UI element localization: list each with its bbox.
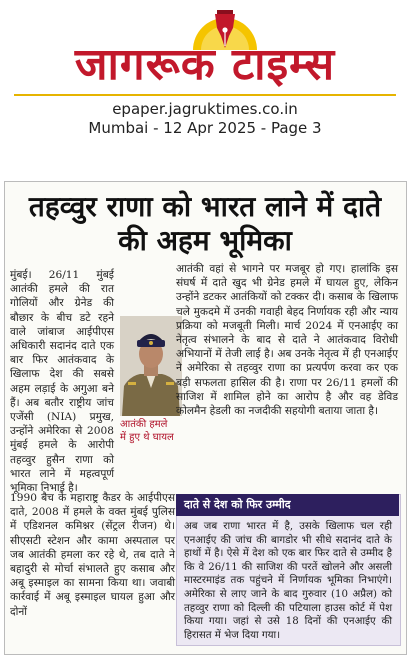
highlight-box-title: दाते से देश को फिर उम्मीद bbox=[176, 494, 399, 516]
officer-photo bbox=[120, 316, 182, 416]
brand-name: जागरूक टाइम्स bbox=[74, 39, 336, 90]
photo-caption: आतंकी हमले में हुए थे घायल bbox=[120, 419, 174, 443]
article-text-right-top: आतंकी वहां से भागने पर मजबूर हो गए। हालांकि इस संघर्ष में दाते खुद भी ग्रेनेड हमले में घायल हुए, लेकिन उन्होंने डटकर आतंकियों को टक्कर दी। कसाब के खिलाफ चले मुकदमे में उनकी गवाही बेहद निर्णायक रही और न्याय प्रक्रिया को मजबूती मिली। मार्च 2024 में एनआईए का नेतृत्व संभालने के बाद से दाते ने आतंकवाद विरोधी अभियानों में तेजी लाई है। अब उनके नेतृत्व में ही एनआईए ने अमेरिका से तहव्वुर राणा का प्रत्यर्पण करवा कर एक बड़ी सफलता हासिल की है। राणा पर 26/11 हमलों की साजिश में शामिल होने का आरोप है और वह डेविड कोलमैन हेडली का नजदीकी सहयोगी बताया जाता है। bbox=[176, 263, 398, 418]
epaper-edition: Mumbai - 12 Apr 2025 - Page 3 bbox=[88, 119, 322, 137]
article-headline: तहव्वुर राणा को भारत लाने में दाते की अहम भूमिका bbox=[28, 190, 382, 257]
article-text-left-bottom: 1990 बैच के महाराष्ट्र कैडर के आईपीएस दाते, 2008 में हमले के वक्त मुंबई पुलिस में एडिशनल कमिश्नर (सेंट्रल रीजन) थे। सीएसटी स्टेशन और कामा अस्पताल पर जब आतंकी हमला कर रहे थे, तब दाते ने बहादुरी से मोर्चा संभालते हुए कसाब और अबू इस्माइल का सामना किया था। जवाबी कार्रवाई में अबू इस्माइल घायल हुआ और दोनों bbox=[10, 492, 175, 618]
brand-rule bbox=[14, 94, 396, 96]
article-text-left-top: मुंबई। 26/11 मुंबई आतंकी हमले की रात गोलियों और ग्रेनेड की बौछार के बीच डटे रहने वाले जांबाज आईपीएस अधिकारी सदानंद दाते एक बार फिर आतंकवाद के खिलाफ देश की सबसे अहम लड़ाई के अगुआ बने हैं। अब बतौर राष्ट्रीय जांच एजेंसी (NIA) प्रमुख, उन्होंने अमेरिका से 2008 मुंबई हमले के आरोपी तहव्वुर हुसैन राणा को भारत लाने में महत्वपूर्ण भूमिका निभाई है। bbox=[10, 269, 114, 495]
epaper-url[interactable]: epaper.jagruktimes.co.in bbox=[112, 100, 298, 118]
epaper-info bbox=[0, 100, 410, 138]
highlight-box-text: अब जब राणा भारत में है, उसके खिलाफ चल रही एनआईए की जांच की बागडोर भी सीधे सदानंद दाते के हाथों में है। ऐसे में देश को एक बार फिर दाते से उम्मीद है कि वे 26/11 की साजिश की परतें खोलने और असली मास्टरमाइंड तक पहुंचने में निर्णायक भूमिका निभाएंगे। अमेरिका से लाए जाने के बाद गुरुवार (10 अप्रैल) को तहव्वुर राणा को दिल्ली की पटियाला हाउस कोर्ट में पेश किया गया। जहां से उसे 18 दिनों की एनआईए की हिरासत में भेज दिया गया। bbox=[184, 521, 392, 641]
